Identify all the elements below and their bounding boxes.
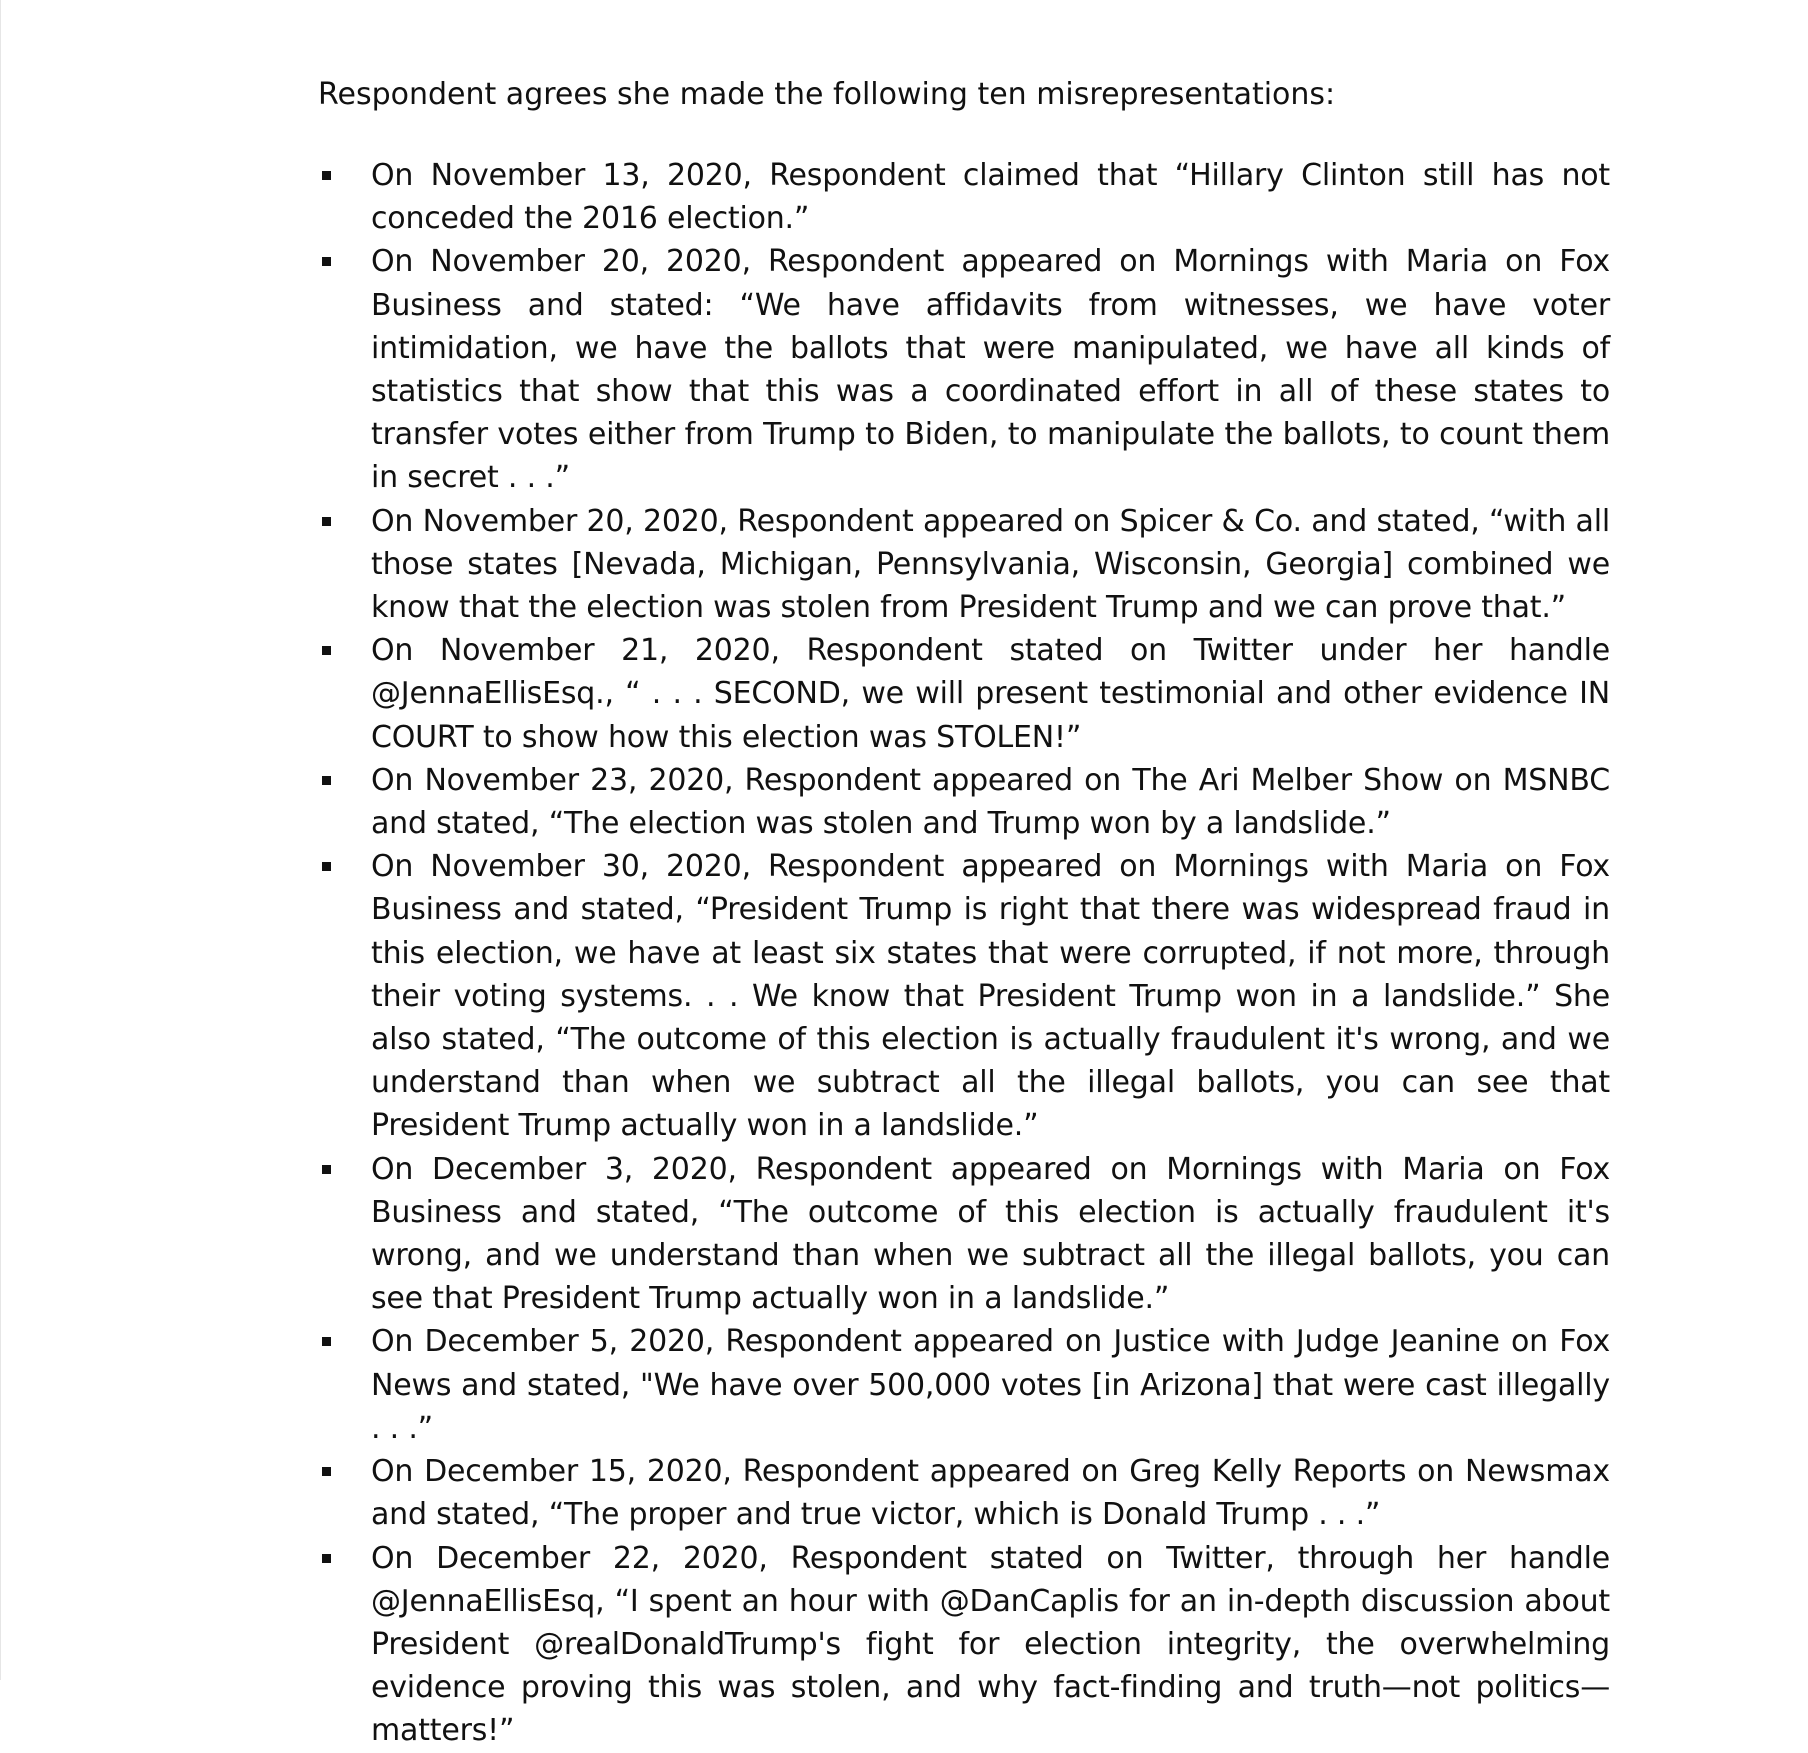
list-item <box>318 759 1610 845</box>
document-body <box>318 72 1610 1753</box>
list-item-text: On December 15, 2020, Respondent appeared on Greg Kelly Reports on Newsmax and stated, “The proper and true victor, which is Donald Trump . . .” <box>371 1454 1610 1533</box>
list-item <box>318 1537 1610 1753</box>
list-item-text: On December 3, 2020, Respondent appeared on Mornings with Maria on Fox Business and stated, “The outcome of this election is actually fraudulent it's wrong, and we understand than when we subtract all the illegal ballots, you can see that President Trump actually won in a landslide.” <box>371 1151 1610 1317</box>
square-bullet-icon <box>322 171 331 180</box>
list-item-text: On November 23, 2020, Respondent appeared on The Ari Melber Show on MSNBC and stated, “The election was stolen and Trump won by a landslide.” <box>371 762 1610 842</box>
list-item-text: On November 13, 2020, Respondent claimed that “Hillary Clinton still has not conceded the 2016 election.” <box>371 158 1610 237</box>
square-bullet-icon <box>322 1467 331 1476</box>
square-bullet-icon <box>322 776 331 785</box>
list-item-text: On November 30, 2020, Respondent appeared on Mornings with Maria on Fox Business and stated, “President Trump is right that there was widespread fraud in this election, we have at least six states that were corrupted, if not more, through their voting systems. . . We know that President Trump won in a landslide.” She also stated, “The outcome of this election is actually fraudulent it's wrong, and we understand than when we subtract all the illegal ballots, you can see that President Trump actually won in a landslide.” <box>371 849 1610 1144</box>
list-item <box>318 1148 1610 1321</box>
list-item <box>318 1320 1610 1450</box>
square-bullet-icon <box>322 1337 331 1346</box>
list-item <box>318 154 1610 240</box>
list-item <box>318 1450 1610 1536</box>
list-item <box>318 500 1610 630</box>
square-bullet-icon <box>322 646 331 655</box>
square-bullet-icon <box>322 257 331 266</box>
list-item-text: On December 5, 2020, Respondent appeared on Justice with Judge Jeanine on Fox News and stated, "We have over 500,000 votes [in Arizona] that were cast illegally . . .” <box>371 1324 1610 1446</box>
list-item <box>318 629 1610 759</box>
list-item-text: On November 20, 2020, Respondent appeared on Mornings with Maria on Fox Business and stated: “We have affidavits from witnesses, we have voter intimidation, we have the ballots that were manipulated, we have all kinds of statistics that show that this was a coordinated effort in all of these states to transfer votes either from Trump to Biden, to manipulate the ballots, to count them in secret . . .” <box>371 244 1610 496</box>
list-item <box>318 845 1610 1147</box>
square-bullet-icon <box>322 1165 331 1174</box>
list-item <box>318 240 1610 499</box>
square-bullet-icon <box>322 862 331 871</box>
list-item-text: On November 21, 2020, Respondent stated on Twitter under her handle @JennaEllisEsq., “ . . . SECOND, we will present testimonial and other evidence IN COURT to show how this election was STOLEN!” <box>371 633 1610 755</box>
list-item-text: On November 20, 2020, Respondent appeared on Spicer & Co. and stated, “with all those states [Nevada, Michigan, Pennsylvania, Wisconsin, Georgia] combined we know that the election was stolen from President Trump and we can prove that.” <box>371 503 1610 626</box>
misrepresentation-list <box>318 154 1610 1753</box>
intro-paragraph: Respondent agrees she made the following ten misrepresentations: <box>318 77 1336 112</box>
square-bullet-icon <box>322 1554 331 1563</box>
square-bullet-icon <box>322 517 331 526</box>
list-item-text: On December 22, 2020, Respondent stated on Twitter, through her handle @JennaEllisEsq, “I spent an hour with @DanCaplis for an in-depth discussion about President @realDonaldTrump's fight for election integrity, the overwhelming evidence proving this was stolen, and why fact-finding and truth—not politics—matters!” <box>371 1540 1610 1749</box>
